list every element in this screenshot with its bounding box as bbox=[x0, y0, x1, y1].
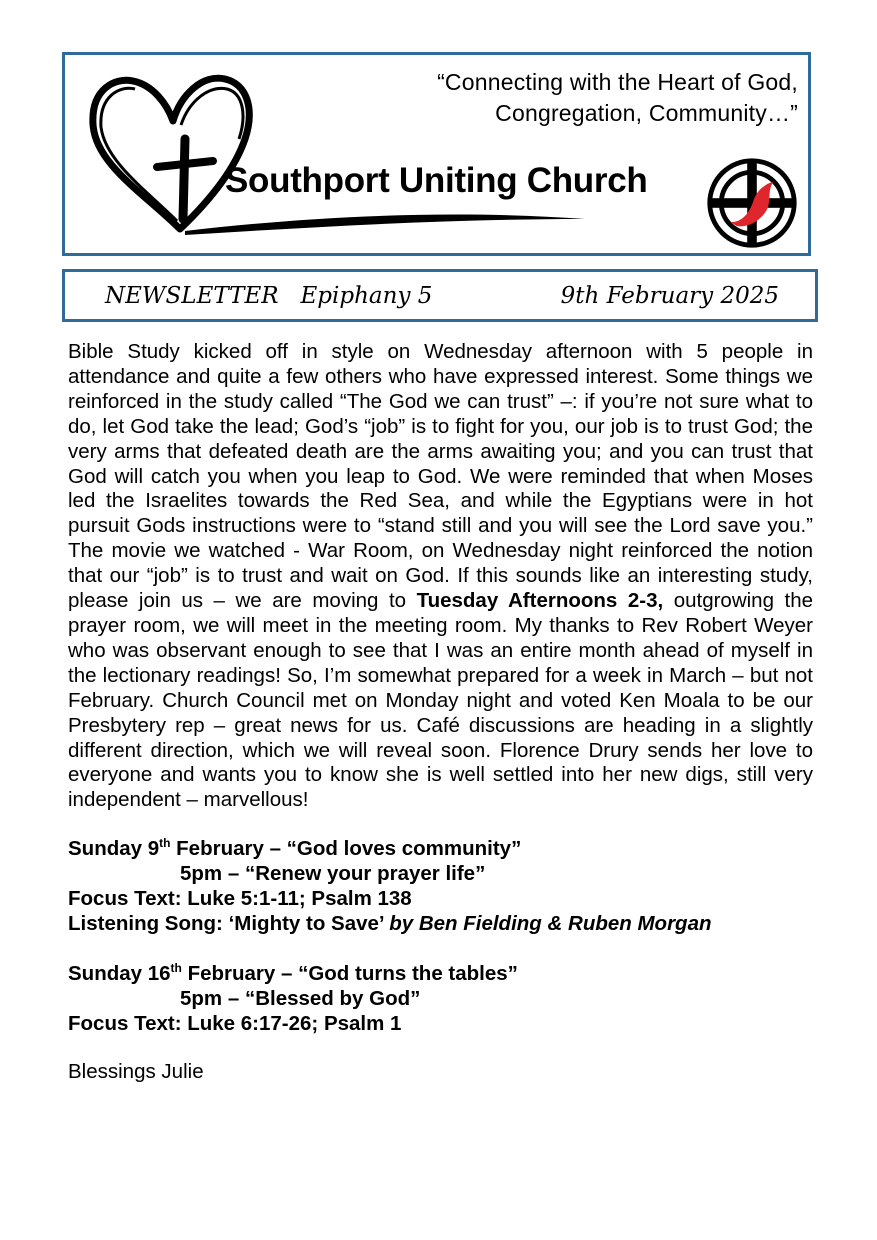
church-name: Southport Uniting Church bbox=[225, 161, 648, 200]
body-paragraph bbox=[68, 340, 813, 813]
body-text-bold: Tuesday Afternoons 2-3, bbox=[416, 589, 664, 613]
service-1-evening: 5pm – “Renew your prayer life” bbox=[180, 862, 486, 886]
body-text-part-2: outgrowing the prayer room, we will meet in the meeting room. My thanks to Rev Robert Weyer who was observant enough to see that I was an entire month ahead of myself in the lectionary readings! So, I’m somewhat prepared for a week in March – but not February. Church Council met on Monday night and voted Ken Moala to be our Presbytery rep – great news for us. Café discussions are heading in a slightly different direction, which we will reveal soon. Florence Drury sends her love to everyone and wants you to know she is well settled into her new digs, still very independent – marvellous! bbox=[68, 589, 814, 812]
service-2-heading: Sunday 16th February – “God turns the tables” bbox=[68, 960, 518, 985]
uniting-church-emblem-icon bbox=[704, 155, 800, 251]
header-box bbox=[62, 52, 811, 256]
tagline-line-2: Congregation, Community…” bbox=[495, 100, 798, 126]
service-1-heading: Sunday 9th February – “God loves community” bbox=[68, 836, 522, 861]
service-2-evening: 5pm – “Blessed by God” bbox=[180, 986, 421, 1010]
service-1-focus: Focus Text: Luke 5:1-11; Psalm 138 bbox=[68, 887, 412, 911]
service-1-song: Listening Song: ‘Mighty to Save’ by Ben Fielding & Ruben Morgan bbox=[68, 911, 712, 935]
tagline bbox=[437, 67, 798, 129]
service-2-focus: Focus Text: Luke 6:17-26; Psalm 1 bbox=[68, 1011, 402, 1035]
newsletter-content bbox=[68, 340, 813, 1085]
service-schedule bbox=[68, 837, 813, 1036]
signoff: Blessings Julie bbox=[68, 1060, 204, 1084]
newsletter-date: 9th February 2025 bbox=[560, 283, 779, 309]
newsletter-label: NEWSLETTER Epiphany 5 bbox=[105, 283, 433, 309]
tagline-line-1: “Connecting with the Heart of God, bbox=[437, 69, 798, 95]
newsletter-bar bbox=[62, 269, 818, 322]
body-text-part-1: Bible Study kicked off in style on Wednesday afternoon with 5 people in attendance and quite a few others who have expressed interest. Some things we reinforced in the study called “The God we can trust” –: if you’re not sure what to do, let God take the lead; God’s “job” is to fight for you, our job is to trust God; the very arms that defeated death are the arms awaiting you; and you can trust that God will catch you when you leap to God. We were reminded that when Moses led the Israelites towards the Red Sea, and while the Egyptians were in hot pursuit Gods instructions were to “stand still and you will see the Lord save you.” The movie we watched - War Room, on Wednesday night reinforced the notion that our “job” is to trust and wait on God. If this sounds like an interesting study, please join us – we are moving to bbox=[68, 340, 813, 613]
